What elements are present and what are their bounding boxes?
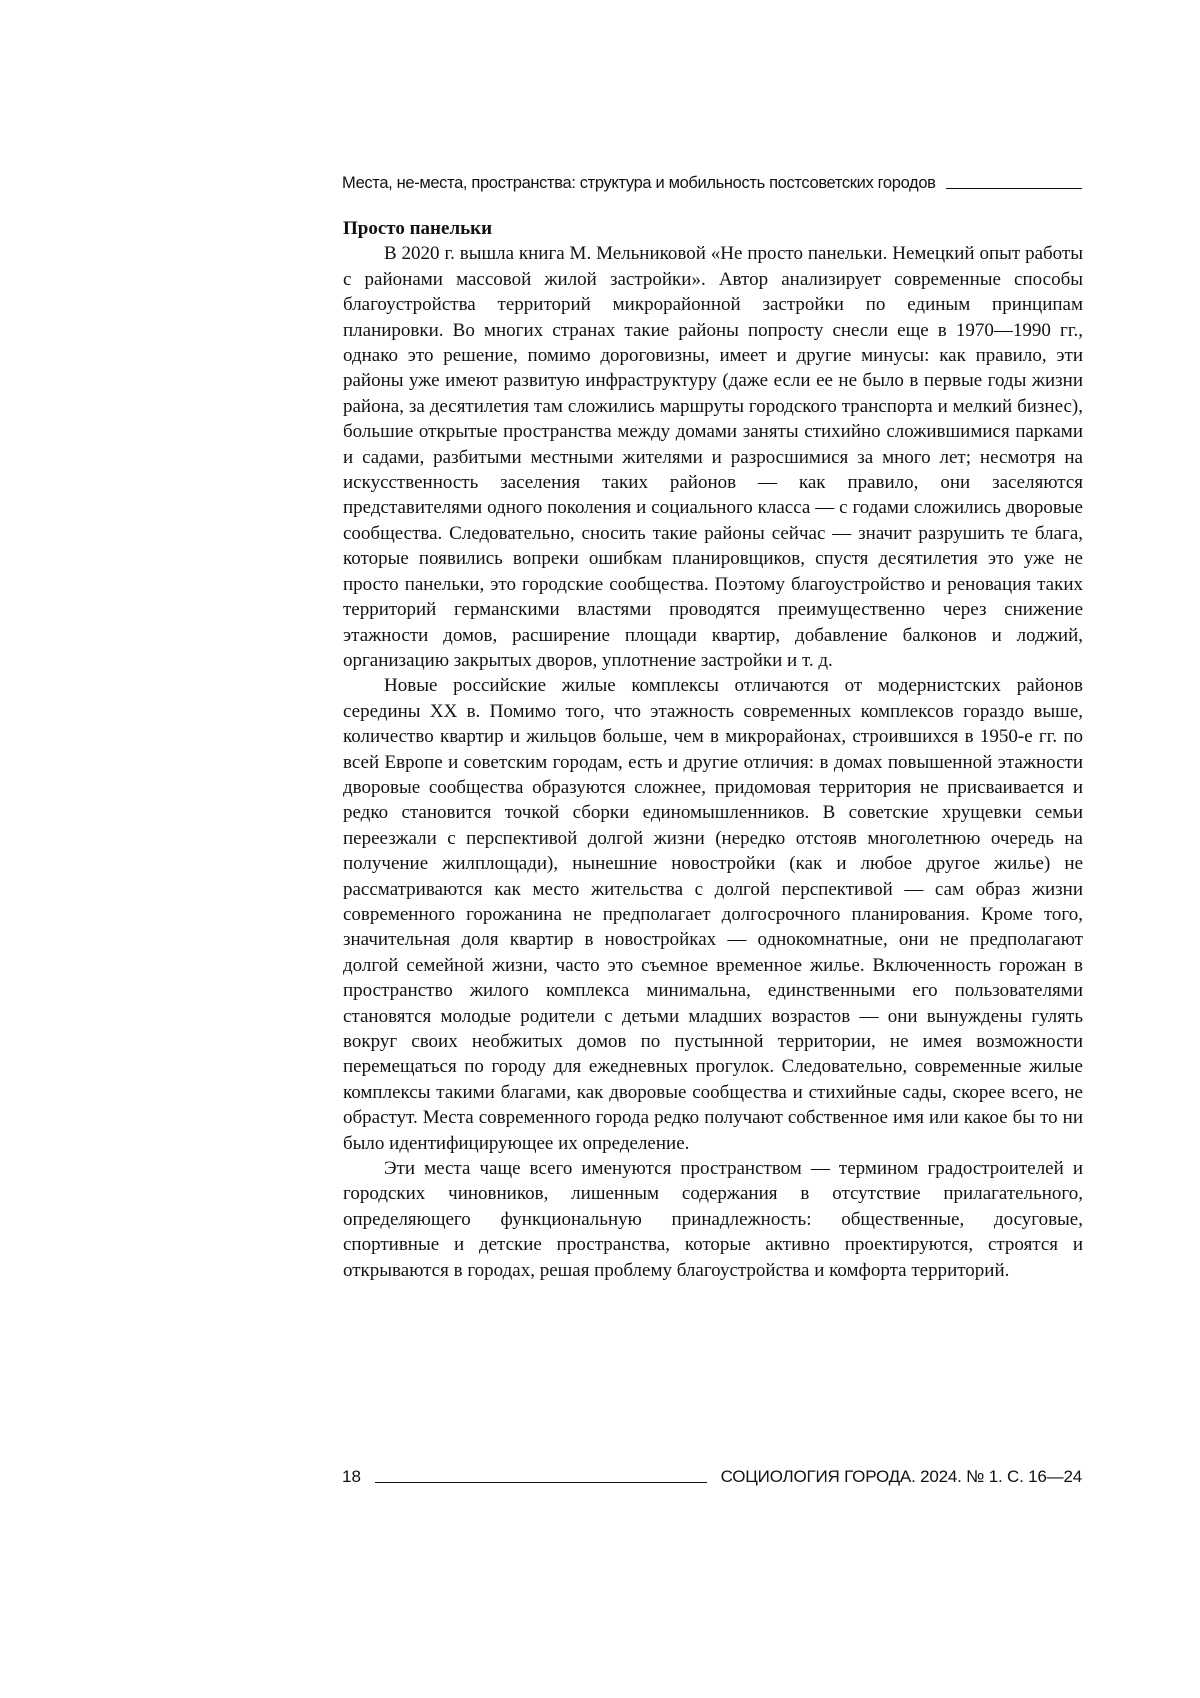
paragraph: Новые российские жилые комплексы отличаются от модернистских районов середины XX в. Помимо того, что этажность современных комплексов гораздо выше, количество квартир и жильцов больше, чем в микрорайонах, строившихся в 1950-е гг. по всей Европе и советским городам, есть и другие отличия: в домах повышенной этажности дворовые сообщества образуются сложнее, придомовая территория не присваивается и редко становится точкой сборки единомышленников. В советские хрущевки семьи переезжали с перспективой долгой жизни (нередко отстояв многолетнюю очередь на получение жилплощади), нынешние новостройки (как и любое другое жилье) не рассматриваются как место жительства с долгой перспективой — сам образ жизни современного горожанина не предполагает долгосрочного планирования. Кроме того, значительная доля квартир в новостройках — однокомнатные, они не предполагают долгой семейной жизни, часто это съемное временное жилье. Включенность горожан в пространство жилого комплекса минимальна, единственными его пользователями становятся молодые родители с детьми младших возрастов — они вынуждены гулять вокруг своих необжитых домов по пустынной территории, не имея возможности перемещаться по городу для ежедневных прогулок. Следовательно, современные жилые комплексы такими благами, как дворовые сообщества и стихийные сады, скорее всего, не обрастут. Места современного города редко получают собственное имя или какое бы то ни было идентифицирующее их определение. <box>343 675 1083 1154</box>
paragraph: Эти места чаще всего именуются пространством — термином градостроителей и городских чиновников, лишенным содержания в отсутствие прилагательного, определяющего функциональную принадлежность: общественные, досуговые, спортивные и детские пространства, которые активно проектируются, строятся и открываются в городах, решая проблему благоустройства и комфорта территорий. <box>343 1158 1083 1281</box>
section-heading: Просто панельки <box>343 218 493 239</box>
header-rule <box>946 188 1082 189</box>
page-footer <box>342 1467 1082 1487</box>
page-number: 18 <box>342 1467 361 1486</box>
running-title: Места, не-места, пространства: структура и мобильность постсоветских городов <box>342 174 936 192</box>
footer-rule <box>375 1482 707 1483</box>
journal-citation: СОЦИОЛОГИЯ ГОРОДА. 2024. № 1. С. 16—24 <box>720 1467 1082 1486</box>
paragraph: В 2020 г. вышла книга М. Мельниковой «Не просто панельки. Немецкий опыт работы с районами массовой жилой застройки». Автор анализирует современные способы благоустройства территорий микрорайонной застройки по единым принципам планировки. Во многих странах такие районы попросту снесли еще в 1970—1990 гг., однако это решение, помимо дороговизны, имеет и другие минусы: как правило, эти районы уже имеют развитую инфраструктуру (даже если ее не было в первые годы жизни района, за десятилетия там сложились маршруты городского транспорта и мелкий бизнес), большие открытые пространства между домами заняты стихийно сложившимися парками и садами, разбитыми местными жителями и разросшимися за много лет; несмотря на искусственность заселения таких районов — как правило, они заселяются представителями одного поколения и социального класса — с годами сложились дворовые сообщества. Следовательно, сносить такие районы сейчас — значит разрушить те блага, которые появились вопреки ошибкам планировщиков, спустя десятилетия это уже не просто панельки, это городские сообщества. Поэтому благоустройство и реновация таких территорий германскими властями проводятся преимущественно через снижение этажности домов, расширение площади квартир, добавление балконов и лоджий, организацию закрытых дворов, уплотнение застройки и т. д. <box>343 243 1083 671</box>
running-head <box>342 174 1082 193</box>
article-body <box>343 216 1083 1283</box>
